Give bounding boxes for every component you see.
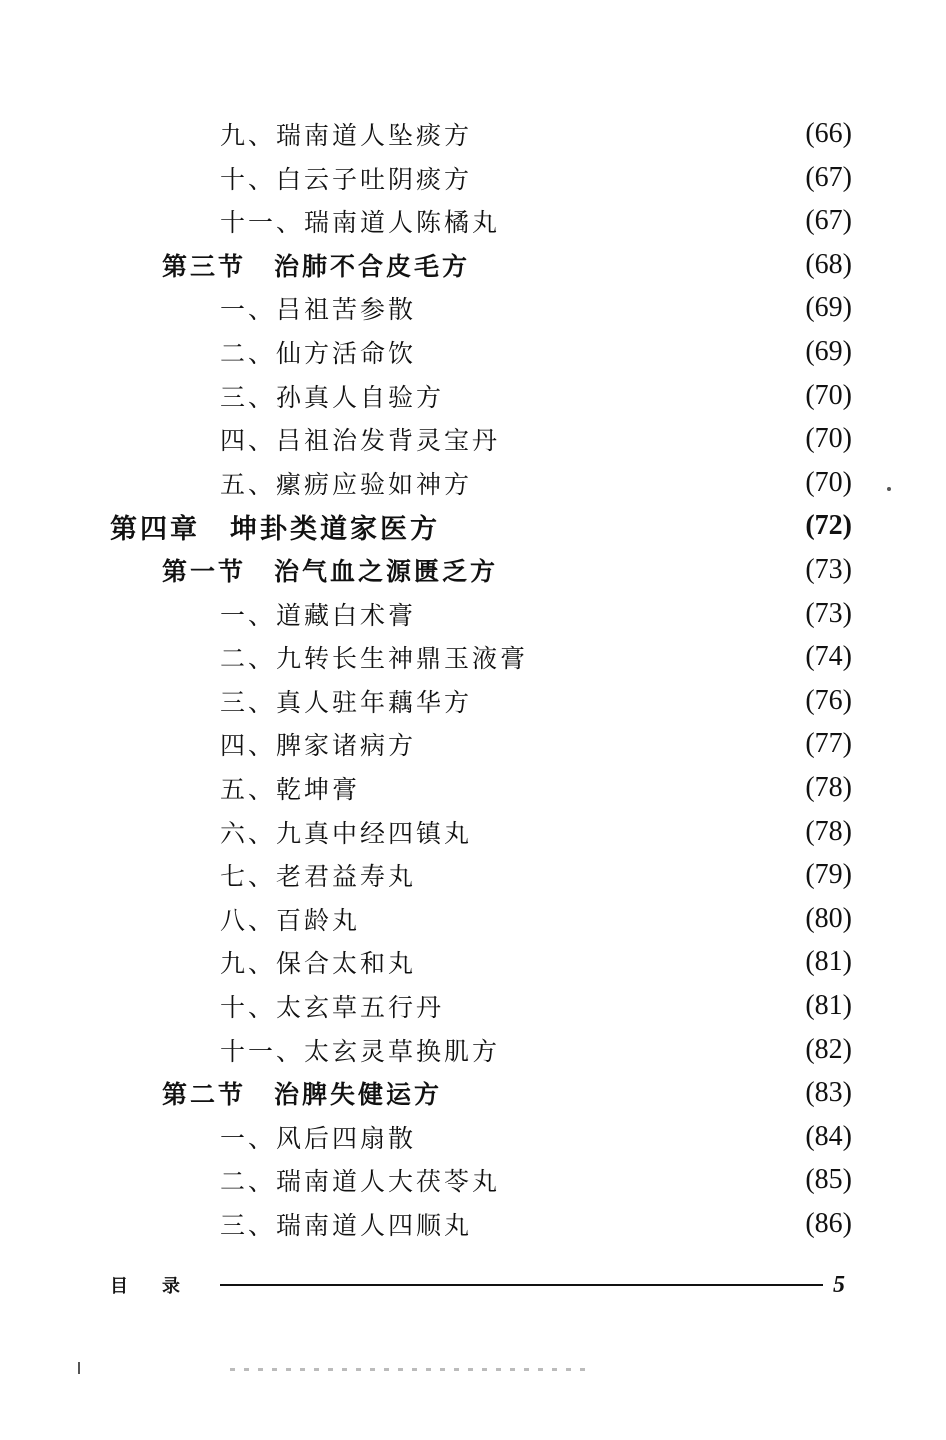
- dot-leader: [492, 245, 791, 285]
- toc-page-number: (78): [805, 772, 852, 803]
- footer-rule: [220, 1284, 823, 1286]
- toc-title: 第二节 治脾失健运方: [162, 1080, 443, 1110]
- toc-item: [220, 942, 852, 982]
- toc-page-number: (67): [805, 161, 852, 193]
- toc-item: [220, 986, 852, 1026]
- toc-item: [220, 376, 852, 416]
- dot-leader: [522, 1030, 791, 1070]
- toc-title: 八、百龄丸: [220, 905, 361, 935]
- toc-title: 五、瘰疬应验如神方: [220, 469, 473, 499]
- dot-leader: [522, 1160, 791, 1200]
- dot-leader: [438, 1117, 791, 1157]
- dot-leader: [522, 419, 791, 459]
- toc-chapter: [110, 506, 852, 546]
- dot-leader: [438, 855, 791, 895]
- toc-page-number: (81): [805, 946, 852, 978]
- toc-page-number: (72): [805, 510, 852, 542]
- dot-leader: [494, 114, 791, 154]
- scan-speck: [887, 487, 891, 491]
- toc-title: 九、保合太和丸: [220, 949, 417, 979]
- dot-leader: [466, 986, 791, 1026]
- toc-section: [162, 550, 852, 590]
- dot-leader: [438, 288, 791, 328]
- toc-page-number: (86): [805, 1208, 852, 1239]
- toc-item: [220, 899, 852, 939]
- toc-page-number: (84): [805, 1120, 852, 1152]
- toc-title: 二、仙方活命饮: [220, 339, 417, 368]
- toc-title: 第三节 治肺不合皮毛方: [162, 251, 471, 281]
- dot-leader: [550, 637, 791, 677]
- toc-page-number: (82): [805, 1033, 852, 1065]
- toc-title: 六、九真中经四镇丸: [220, 818, 473, 848]
- toc-item: [220, 1204, 852, 1244]
- toc-item: [220, 114, 852, 154]
- toc-title: 三、孙真人自验方: [220, 382, 445, 412]
- footer-label: 目录: [110, 1276, 214, 1297]
- toc-title: 一、风后四扇散: [220, 1123, 417, 1153]
- toc-page-number: (67): [805, 205, 852, 237]
- toc-title: 十、太玄草五行丹: [220, 993, 445, 1022]
- toc-page-number: (70): [805, 423, 852, 455]
- toc-item: [220, 1117, 852, 1157]
- dot-leader: [494, 681, 791, 721]
- toc-title: 十一、太玄灵草换肌方: [220, 1036, 501, 1066]
- toc-page-number: (79): [805, 859, 852, 891]
- toc-item: [220, 768, 852, 808]
- toc-item: [220, 201, 852, 241]
- toc-page-number: (85): [805, 1164, 852, 1196]
- toc-section: [162, 245, 852, 285]
- dot-leader: [520, 550, 791, 590]
- dot-leader: [382, 899, 791, 939]
- toc-title: 三、瑞南道人四顺丸: [220, 1211, 473, 1240]
- toc-title: 五、乾坤膏: [220, 775, 361, 804]
- page-number: 5: [833, 1271, 845, 1298]
- toc-page-number: (70): [805, 379, 852, 411]
- dot-leader: [438, 942, 791, 982]
- toc-page-number: (83): [805, 1077, 852, 1109]
- toc-title: 二、九转长生神鼎玉液膏: [220, 644, 529, 674]
- toc-page-number: (69): [805, 292, 852, 324]
- scan-artifact: [230, 1368, 590, 1371]
- toc-title: 四、脾家诸病方: [220, 731, 417, 761]
- toc-item: [220, 332, 852, 372]
- toc-page-number: (77): [805, 728, 852, 760]
- toc-title: 第一节 治气血之源匮乏方: [162, 557, 499, 586]
- toc-title: 一、吕祖苦参散: [220, 295, 417, 325]
- toc-title: 九、瑞南道人坠痰方: [220, 121, 473, 150]
- toc-item: [220, 724, 852, 764]
- toc-title: 一、道藏白术膏: [220, 600, 417, 630]
- dot-leader: [438, 594, 791, 634]
- toc-item: [220, 812, 852, 852]
- scan-speck: [78, 1362, 80, 1374]
- toc-item: [220, 681, 852, 721]
- page-footer: [110, 1268, 845, 1302]
- toc-page-number: (78): [805, 815, 852, 847]
- dot-leader: [438, 332, 791, 372]
- dot-leader: [466, 376, 791, 416]
- toc-title: 十、白云子吐阴痰方: [220, 164, 473, 194]
- dot-leader: [494, 1204, 791, 1244]
- toc-title: 第四章 坤卦类道家医方: [110, 513, 440, 545]
- dot-leader: [494, 812, 791, 852]
- toc-page-number: (74): [805, 641, 852, 673]
- toc-item: [220, 463, 852, 503]
- toc-item: [220, 158, 852, 198]
- toc-item: [220, 1030, 852, 1070]
- toc-section: [162, 1073, 852, 1113]
- toc-item: [220, 855, 852, 895]
- toc-page-number: (73): [805, 554, 852, 585]
- toc-title: 二、瑞南道人大茯苓丸: [220, 1167, 501, 1197]
- toc-item: [220, 637, 852, 677]
- toc-title: 七、老君益寿丸: [220, 862, 417, 892]
- toc-title: 四、吕祖治发背灵宝丹: [220, 426, 501, 456]
- toc-page-number: (69): [805, 336, 852, 367]
- dot-leader: [522, 201, 791, 241]
- dot-leader: [382, 768, 791, 808]
- dot-leader: [494, 463, 791, 503]
- toc-item: [220, 419, 852, 459]
- toc-item: [220, 1160, 852, 1200]
- toc-page-number: (70): [805, 466, 852, 498]
- toc-title: 十一、瑞南道人陈橘丸: [220, 208, 501, 238]
- toc-item: [220, 288, 852, 328]
- toc-page-number: (66): [805, 118, 852, 149]
- dot-leader: [438, 724, 791, 764]
- toc-page-number: (76): [805, 684, 852, 716]
- dot-leader: [494, 158, 791, 198]
- toc-page-number: (68): [805, 248, 852, 280]
- toc-page-number: (80): [805, 902, 852, 934]
- toc-title: 三、真人驻年藕华方: [220, 687, 473, 717]
- toc-page-number: (73): [805, 597, 852, 629]
- toc-item: [220, 594, 852, 634]
- toc-page-number: (81): [805, 990, 852, 1021]
- dot-leader: [464, 1073, 791, 1113]
- dot-leader: [462, 506, 791, 546]
